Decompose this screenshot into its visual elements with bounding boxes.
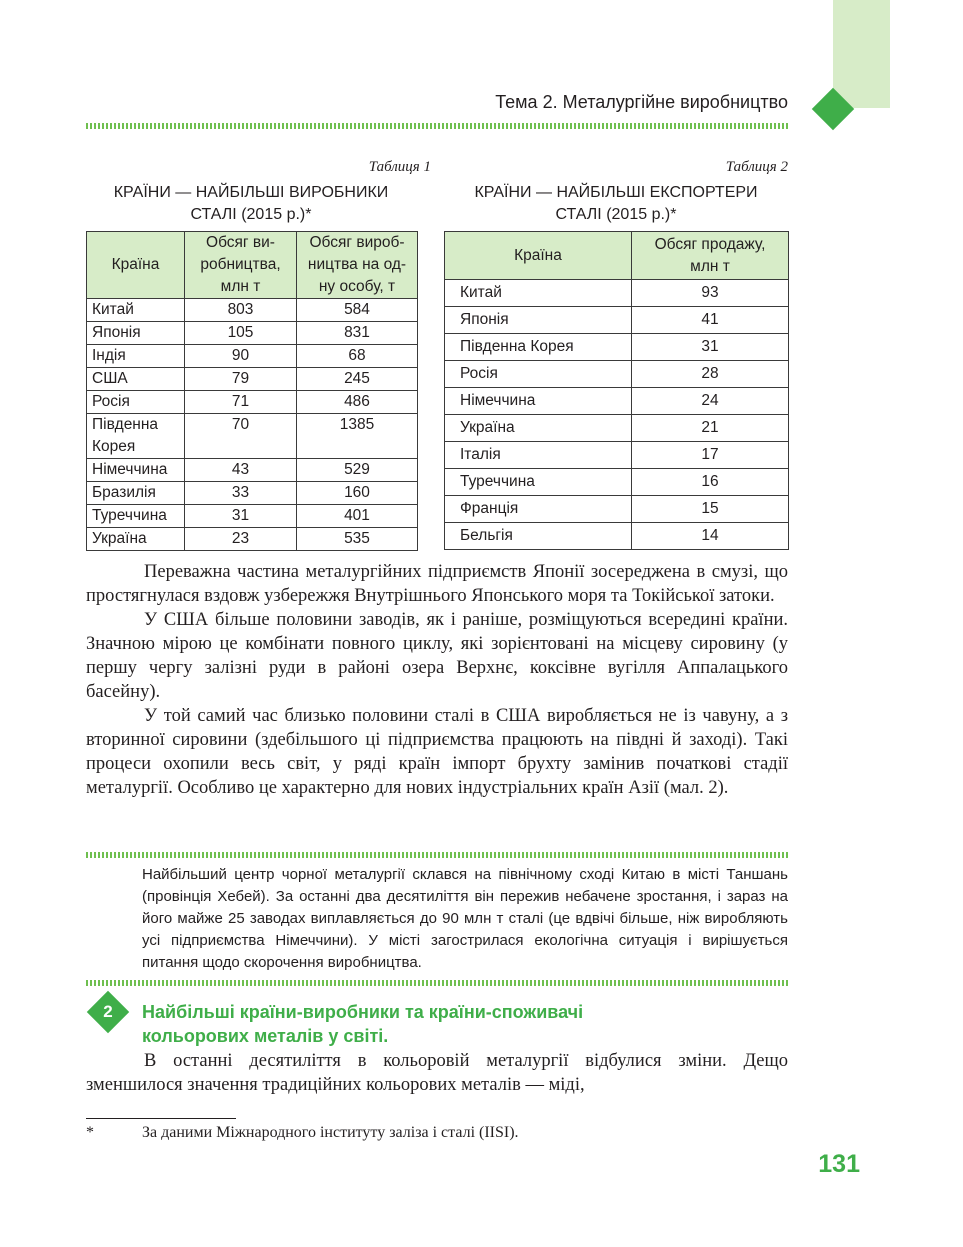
table-row [87,482,418,505]
t1-country-cell: Туреччина [87,505,185,528]
t1-production-cell: 71 [185,391,297,414]
t2-sales-cell: 16 [632,469,789,496]
t2-sales-cell: 31 [632,334,789,361]
t1-per-capita-cell: 831 [297,322,418,345]
table-row [445,415,789,442]
table-row [87,345,418,368]
table-row [87,414,418,459]
t2-sales-cell: 93 [632,280,789,307]
t1-production-cell: 90 [185,345,297,368]
footnote-mark: * [86,1124,94,1141]
table-row [445,361,789,388]
table-row [87,299,418,322]
t1-production-cell: 31 [185,505,297,528]
t2-country-cell: Франція [445,496,632,523]
footnote-rule [86,1118,236,1119]
note-top-divider [86,852,788,858]
t2-country-cell: Росія [445,361,632,388]
t2-country-cell: Китай [445,280,632,307]
table-row [445,388,789,415]
t2-sales-cell: 17 [632,442,789,469]
t2-sales-cell: 15 [632,496,789,523]
table-row [87,322,418,345]
note-bottom-divider [86,980,788,986]
t1-per-capita-cell: 68 [297,345,418,368]
t1-production-cell: 803 [185,299,297,322]
page-number: 131 [818,1150,860,1178]
table-row [445,442,789,469]
t1-per-capita-cell: 245 [297,368,418,391]
t1-country-cell: Бразилія [87,482,185,505]
table-row [87,391,418,414]
table-row [445,307,789,334]
t1-per-capita-cell: 160 [297,482,418,505]
table2-label: Таблиця 2 [725,159,788,175]
t1-country-cell: Росія [87,391,185,414]
t1-production-cell: 105 [185,322,297,345]
t1-per-capita-cell: 584 [297,299,418,322]
footnote-text: За даними Міжнародного інституту заліза і сталі (IISI). [142,1124,519,1141]
section-text: В останні десятиліття в кольоровій металургії відбулися зміни. Дещо зменшилося значення традиційних кольорових металів — міді, [86,1051,788,1095]
t1-per-capita-cell: 1385 [297,414,418,459]
t1-country-cell: Індія [87,345,185,368]
table-row [445,496,789,523]
info-note: Найбільший центр чорної металургії склався на північному сході Китаю в місті Таншань (провінція Хебей). За останні два десятиліття він пережив небачене зростання, і зараз на його майже 25 заводах виплавляється до 90 млн т сталі (це вдвічі більше, ніж виробляють усі підприємства Німеччини). У місті загострилася екологічна ситуація і вирішується питання щодо скорочення виробництва. [142,866,788,971]
t2-country-cell: Туреччина [445,469,632,496]
t1-country-cell: Південна Корея [87,414,185,459]
table2-title: КРАЇНИ — НАЙБІЛЬШІ ЕКСПОРТЕРИ СТАЛІ (2015 р.)* [474,184,758,223]
t1-country-cell: Німеччина [87,459,185,482]
t1-header-country: Країна [87,232,185,299]
t2-country-cell: Україна [445,415,632,442]
t1-per-capita-cell: 486 [297,391,418,414]
chapter-title: Тема 2. Металургійне виробництво [495,92,788,112]
t1-production-cell: 70 [185,414,297,459]
table-row [87,368,418,391]
section-number-badge: 2 [93,997,123,1027]
t1-production-cell: 43 [185,459,297,482]
t2-header-sales: Обсяг продажу, млн т [632,232,789,280]
t1-country-cell: Україна [87,528,185,551]
t2-header-country: Країна [445,232,632,280]
table-row [87,459,418,482]
table-row [445,334,789,361]
t1-per-capita-cell: 535 [297,528,418,551]
t2-sales-cell: 28 [632,361,789,388]
main-text [86,560,788,800]
t2-sales-cell: 41 [632,307,789,334]
t1-production-cell: 79 [185,368,297,391]
t2-country-cell: Бельгія [445,523,632,550]
table-row [445,523,789,550]
t1-country-cell: Китай [87,299,185,322]
t1-header-per-capita: Обсяг вироб- ництва на од- ну особу, т [297,232,418,299]
t1-per-capita-cell: 529 [297,459,418,482]
t2-sales-cell: 14 [632,523,789,550]
table-row [87,528,418,551]
t2-sales-cell: 21 [632,415,789,442]
t1-production-cell: 33 [185,482,297,505]
section-heading: Найбільші країни-виробники та країни-споживачі кольорових металів у світі. [142,1002,584,1046]
paragraph: У той самий час близько половини сталі в США виробляється не із чавуну, а з вторинної сировини (здебільшого ці підприємства працюють на півдні й заході). Такі процеси охопили весь світ, у ряді країн імпорт брухту замінив початкові стадії металургії. Особливо це характерно для нових індустріальних країн Азії (мал. 2). [86,706,788,798]
paragraph: У США більше половини заводів, як і раніше, розміщуються всередині країни. Значною мірою це комбінати повного циклу, які зорієнтовані на місцеву сировину (у першу чергу залізні руди в районі озера Верхнє, коксівне вугілля Аппалацького басейну). [86,610,788,702]
table1-label: Таблиця 1 [368,159,431,175]
steel-exporters-table [444,231,789,550]
table-row [87,505,418,528]
table-row [445,280,789,307]
steel-producers-table [86,231,418,551]
page-corner-tab [833,0,890,108]
paragraph: Переважна частина металургійних підприємств Японії зосереджена в смузі, що простягнулася вздовж узбережжя Внутрішнього Японського моря та Токійської затоки. [86,562,788,606]
header-dotted-divider [86,123,788,129]
t2-country-cell: Японія [445,307,632,334]
t2-country-cell: Італія [445,442,632,469]
t2-country-cell: Німеччина [445,388,632,415]
t2-sales-cell: 24 [632,388,789,415]
t2-country-cell: Південна Корея [445,334,632,361]
table1-title: КРАЇНИ — НАЙБІЛЬШІ ВИРОБНИКИ СТАЛІ (2015 р.)* [113,184,389,223]
t1-country-cell: Японія [87,322,185,345]
t1-per-capita-cell: 401 [297,505,418,528]
t1-production-cell: 23 [185,528,297,551]
t1-country-cell: США [87,368,185,391]
table-row [445,469,789,496]
t1-header-production: Обсяг ви- робництва, млн т [185,232,297,299]
